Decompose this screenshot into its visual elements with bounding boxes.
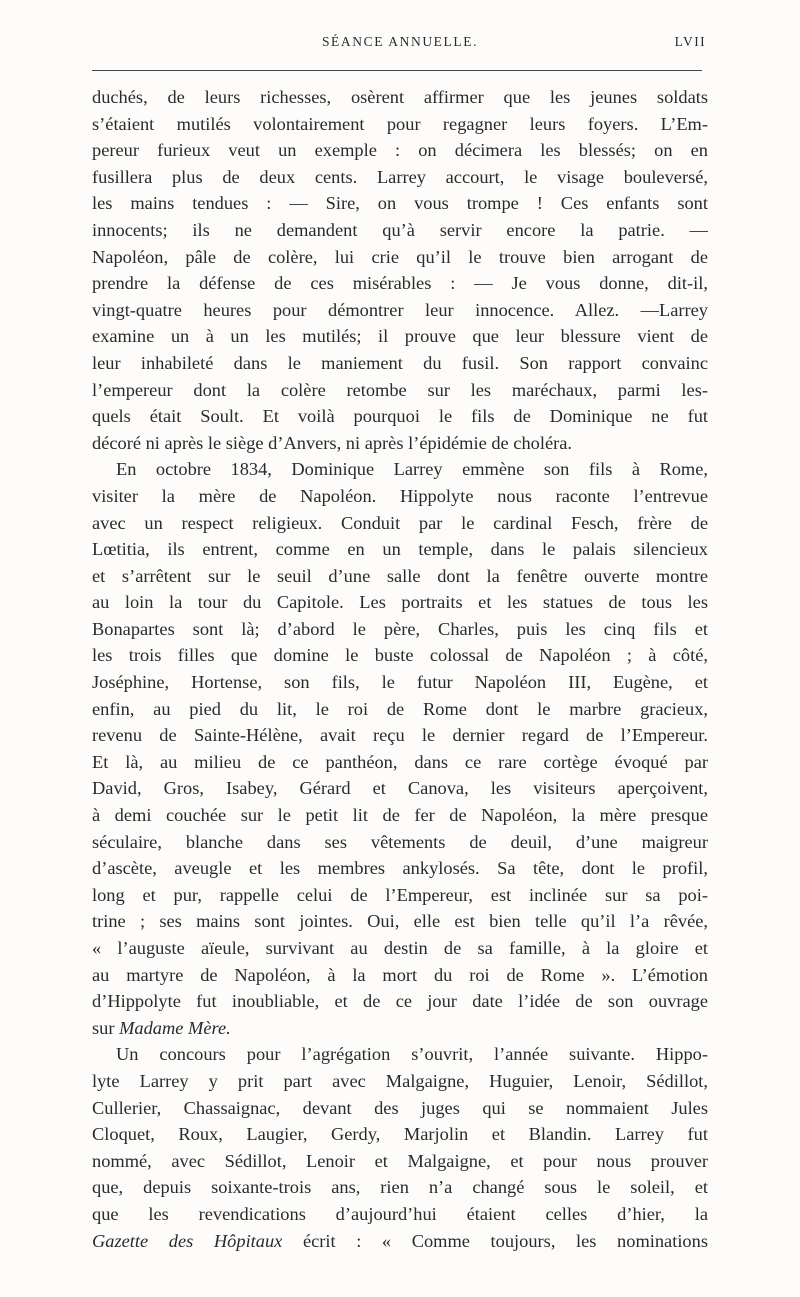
text-line [92,1228,708,1255]
line-text: d’Hippolyte fut inoubliable, et de ce jour date l’idée de son ouvrage [92,991,708,1012]
line-text: trine ; ses mains sont jointes. Oui, elle est bien telle qu’il l’a rêvée, [92,911,708,932]
line-text: long et pur, rappelle celui de l’Empereur, est inclinée sur sa poi- [92,884,708,905]
italic-title: Madame Mère. [119,1017,231,1038]
page-number: LVII [674,34,706,49]
text-line [92,696,708,723]
line-text: lyte Larrey y prit part avec Malgaigne, Huguier, Lenoir, Sédillot, [92,1070,708,1091]
line-text: nommé, avec Sédillot, Lenoir et Malgaigne, et pour nous prouver [92,1150,708,1171]
text-line [92,1041,708,1068]
line-text: que, depuis soixante-trois ans, rien n’a changé sous le soleil, et [92,1177,708,1198]
line-text: quels était Soult. Et voilà pourquoi le fils de Dominique ne fut [92,406,708,427]
line-text: s’étaient mutilés volontairement pour regagner leurs foyers. L’Em- [92,113,708,134]
line-text: revenu de Sainte-Hélène, avait reçu le dernier regard de l’Empereur. [92,725,708,746]
text-line [92,456,708,483]
text-line [92,1148,708,1175]
line-text: Cloquet, Roux, Laugier, Gerdy, Marjolin et Blandin. Larrey fut [92,1124,708,1145]
line-text: et s’arrêtent sur le seuil d’une salle dont la fenêtre ouverte montre [92,565,708,586]
line-text: au martyre de Napoléon, à la mort du roi de Rome ». L’émotion [92,964,708,985]
line-text: Napoléon, pâle de colère, lui crie qu’il le trouve bien arrogant de [92,246,708,267]
line-text: pereur furieux veut un exemple : on décimera les blessés; on en [92,140,708,161]
text-line [92,935,708,962]
running-title: SÉANCE ANNUELLE. [321,34,479,49]
text-line [92,536,708,563]
line-text: vingt-quatre heures pour démontrer leur innocence. Allez. —Larrey [92,299,708,320]
text-line [92,669,708,696]
text-line [92,642,708,669]
text-line [92,244,708,271]
italic-title: Gazette des Hôpitaux [92,1230,283,1251]
text-line [92,190,708,217]
line-text: sur [92,1017,120,1038]
line-text: duchés, de leurs richesses, osèrent affirmer que les jeunes soldats [92,87,708,107]
body-text [92,84,708,1254]
text-line [92,297,708,324]
text-line [92,510,708,537]
text-line [92,616,708,643]
text-line [92,775,708,802]
text-line [92,855,708,882]
line-text: les mains tendues : — Sire, on vous trompe ! Ces enfants sont [92,193,708,214]
text-line [92,908,708,935]
text-line [92,722,708,749]
header-rule [92,70,702,71]
text-line [92,164,708,191]
line-text: au loin la tour du Capitole. Les portraits et les statues de tous les [92,592,708,613]
line-text: innocents; ils ne demandent qu’à servir encore la patrie. — [92,219,708,240]
text-line [92,377,708,404]
line-text: Lœtitia, ils entrent, comme en un temple, dans le palais silencieux [92,539,708,560]
line-text: examine un à un les mutilés; il prouve que leur blessure vient de [92,326,708,347]
line-text: Et là, au milieu de ce panthéon, dans ce rare cortège évoqué par [92,751,708,772]
line-text: décoré ni après le siège d’Anvers, ni après l’épidémie de choléra. [92,432,572,453]
line-text: En octobre 1834, Dominique Larrey emmène son fils à Rome, [116,459,708,480]
text-line [92,350,708,377]
line-text: avec un respect religieux. Conduit par le cardinal Fesch, frère de [92,512,708,533]
text-line [92,589,708,616]
line-text: Joséphine, Hortense, son fils, le futur Napoléon III, Eugène, et [92,672,708,693]
text-line [92,217,708,244]
text-line [92,962,708,989]
line-text: à demi couchée sur le petit lit de fer de Napoléon, la mère presque [92,805,708,826]
text-line [92,270,708,297]
text-line [92,137,708,164]
text-line [92,403,708,430]
line-text: écrit : « Comme toujours, les nominations [282,1230,708,1251]
line-text: leur inhabileté dans le maniement du fusil. Son rapport convainc [92,352,708,373]
line-text: l’empereur dont la colère retombe sur les maréchaux, parmi les- [92,379,708,400]
line-text: Cullerier, Chassaignac, devant des juges qui se nommaient Jules [92,1097,708,1118]
line-text: les trois filles que domine le buste colossal de Napoléon ; à côté, [92,645,708,666]
text-line [92,1121,708,1148]
text-line [92,802,708,829]
text-line [92,1068,708,1095]
text-line [92,1015,708,1042]
text-line [92,1095,708,1122]
page-header [92,34,708,56]
line-text: séculaire, blanche dans ses vêtements de deuil, d’une maigreur [92,831,708,852]
text-line [92,483,708,510]
line-text: visiter la mère de Napoléon. Hippolyte nous raconte l’entrevue [92,485,708,506]
line-text: fusillera plus de deux cents. Larrey accourt, le visage bouleversé, [92,166,708,187]
line-text: « l’auguste aïeule, survivant au destin de sa famille, à la gloire et [92,938,708,958]
text-line [92,430,708,457]
text-line [92,563,708,590]
text-line [92,323,708,350]
line-text: que les revendications d’aujourd’hui étaient celles d’hier, la [92,1203,708,1224]
text-line [92,988,708,1015]
text-line [92,749,708,776]
line-text: David, Gros, Isabey, Gérard et Canova, les visiteurs aperçoivent, [92,778,708,799]
line-text: Un concours pour l’agrégation s’ouvrit, l’année suivante. Hippo- [116,1044,708,1065]
text-line [92,1174,708,1201]
line-text: enfin, au pied du lit, le roi de Rome dont le marbre gracieux, [92,698,708,719]
line-text: Bonapartes sont là; d’abord le père, Charles, puis les cinq fils et [92,618,708,639]
line-text: d’ascète, aveugle et les membres ankylosés. Sa tête, dont le profil, [92,858,708,879]
text-line [92,1201,708,1228]
text-line [92,111,708,138]
text-line [92,829,708,856]
text-line [92,84,708,111]
text-line [92,882,708,909]
line-text: prendre la défense de ces misérables : — Je vous donne, dit-il, [92,273,708,294]
